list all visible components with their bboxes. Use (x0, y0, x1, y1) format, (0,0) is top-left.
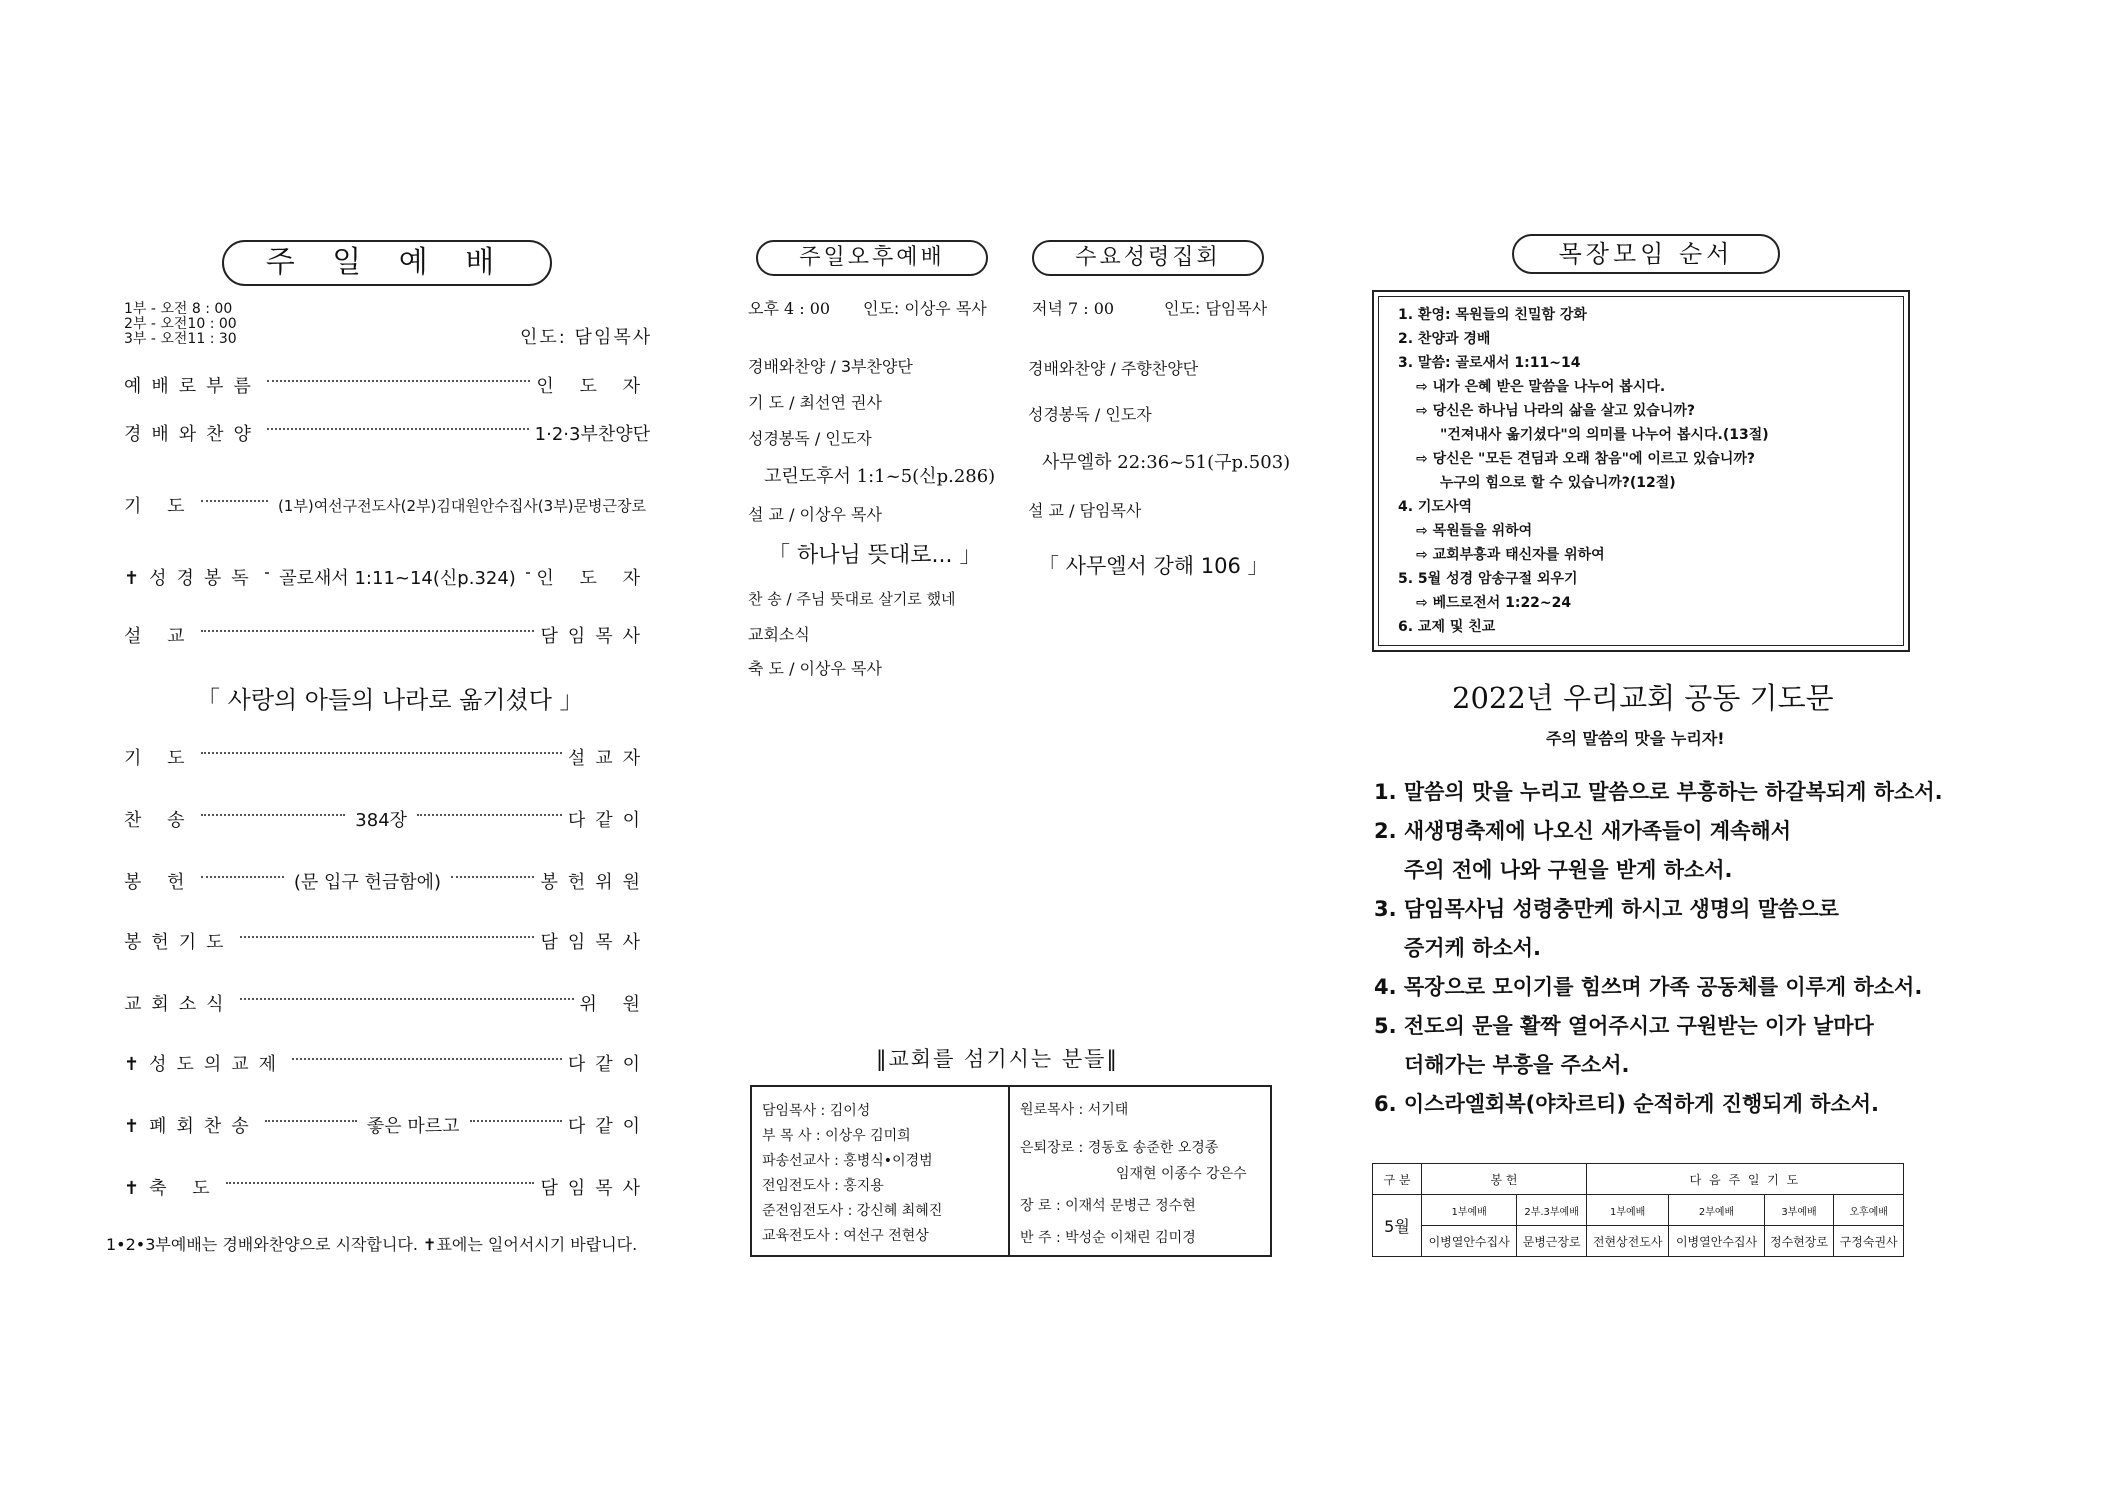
order-label: 기 도 (124, 496, 195, 517)
order-label: 봉 헌 (124, 872, 195, 893)
sermon-title: 「 사랑의 아들의 나라로 옮기셨다 」 (196, 686, 584, 714)
cell-meeting-line: 4. 기도사역 (1398, 499, 1473, 515)
prayer-line: 5. 전도의 문을 활짝 열어주시고 구원받는 이가 날마다 (1374, 1014, 1874, 1038)
order-responsible: 다같이 (567, 810, 651, 831)
cell-meeting-line: 6. 교제 및 친교 (1398, 619, 1496, 635)
order-label: ✝성도의교제 (124, 1054, 287, 1075)
afternoon-item: 교회소식 (748, 625, 810, 644)
staff-left-line: 담임목사 : 김이성 (762, 1103, 871, 1119)
staff-title: ‖교회를 섬기시는 분들‖ (876, 1047, 1119, 1071)
afternoon-service-title: 주일오후예배 (756, 240, 988, 276)
staff-right-line: 원로목사 : 서기태 (1020, 1102, 1129, 1118)
schedule-sub-header: 2부예배 (1669, 1195, 1764, 1226)
cell-meeting-line: 누구의 힘으로 할 수 있습니까?(12절) (1440, 475, 1676, 491)
staff-right-line: 장 로 : 이재석 문병근 정수현 (1020, 1198, 1196, 1214)
leader-dots (267, 428, 529, 430)
wednesday-service-title: 수요성령집회 (1032, 240, 1264, 276)
schedule-header-offering: 봉 헌 (1422, 1164, 1587, 1195)
order-row (124, 806, 650, 832)
schedule-sub-header: 오후예배 (1834, 1195, 1904, 1226)
order-responsible: 다같이 (567, 1054, 650, 1075)
order-responsible: 다같이 (567, 1116, 651, 1137)
cell-meeting-line: 3. 말씀: 골로새서 1:11~14 (1398, 355, 1581, 371)
leader-dots (526, 572, 531, 574)
leader-dots (240, 936, 535, 938)
schedule-sub-header: 2부.3부예배 (1517, 1195, 1587, 1226)
cell-meeting-line: "건져내사 옮기셨다"의 의미를 나누어 봅시다.(13절) (1440, 427, 1769, 443)
wednesday-sermon-title: 「 사무엘서 강해 106 」 (1038, 554, 1269, 578)
order-row (124, 622, 650, 648)
leader-dots (240, 998, 574, 1000)
order-label: ✝폐회찬송 (124, 1116, 259, 1137)
service-times (124, 302, 237, 347)
prayer-title: 2022년 우리교회 공동 기도문 (1452, 681, 1834, 715)
cell-meeting-line: 2. 찬양과 경배 (1398, 331, 1491, 347)
schedule-header-gubun: 구 분 (1373, 1164, 1422, 1195)
order-row (124, 744, 650, 770)
leader-dots (201, 630, 535, 632)
cell-meeting-line: ⇨ 베드로전서 1:22~24 (1416, 595, 1572, 611)
afternoon-scripture: 고린도후서 1:1~5(신p.286) (764, 466, 996, 487)
order-detail: (문 입구 헌금함에) (293, 872, 442, 893)
order-label: 찬 송 (124, 810, 195, 831)
cell-meeting-line: ⇨ 당신은 하나님 나라의 삶을 살고 있습니까? (1416, 403, 1696, 419)
cell-meeting-line: ⇨ 내가 은혜 받은 말씀을 나누어 봅시다. (1416, 379, 1666, 395)
time-1: 1부 - 오전 8 : 00 (124, 301, 233, 317)
wednesday-item: 설 교 / 담임목사 (1028, 501, 1142, 520)
order-responsible: 담임목사 (540, 932, 650, 953)
schedule-cell: 구정숙권사 (1834, 1226, 1904, 1257)
order-row (124, 564, 650, 590)
afternoon-item: 찬 송 / 주님 뜻대로 살기로 했네 (748, 590, 956, 608)
wednesday-item: 성경봉독 / 인도자 (1028, 405, 1152, 424)
order-responsible: 인 도 자 (536, 568, 650, 589)
prayer-line: 1. 말씀의 맛을 누리고 말씀으로 부흥하는 하갈복되게 하소서. (1374, 780, 1943, 804)
afternoon-item: 성경봉독 / 인도자 (748, 429, 872, 448)
staff-left-line: 전임전도사 : 홍지용 (762, 1178, 884, 1194)
leader-dots (417, 814, 562, 816)
prayer-subtitle: 주의 말씀의 맛을 누리자! (1546, 729, 1725, 748)
prayer-line: 증거케 하소서. (1404, 936, 1542, 960)
cell-meeting-title: 목장모임 순서 (1512, 234, 1780, 274)
staff-left-line: 파송선교사 : 홍병식•이경범 (762, 1153, 933, 1169)
order-responsible: 위 원 (579, 994, 650, 1015)
footnote: 1•2•3부예배는 경배와찬양으로 시작합니다. ✝표에는 일어서시기 바랍니다. (106, 1235, 638, 1254)
staff-box (750, 1085, 1272, 1257)
schedule-cell: 이병열안수집사 (1669, 1226, 1764, 1257)
prayer-line: 6. 이스라엘회복(야차르티) 순적하게 진행되게 하소서. (1374, 1092, 1880, 1116)
schedule-cell: 이병열안수집사 (1422, 1226, 1517, 1257)
cell-meeting-line: ⇨ 당신은 "모든 견딤과 오래 참음"에 이르고 있습니까? (1416, 451, 1756, 467)
order-responsible: 봉헌위원 (540, 872, 650, 893)
wednesday-scripture: 사무엘하 22:36~51(구p.503) (1042, 452, 1291, 473)
prayer-line: 주의 전에 나와 구원을 받게 하소서. (1404, 858, 1733, 882)
wednesday-item: 경배와찬양 / 주향찬양단 (1028, 359, 1199, 378)
order-label: 경배와찬양 (124, 424, 261, 445)
afternoon-time: 오후 4 : 00 (748, 299, 831, 318)
leader-dots (267, 380, 530, 382)
schedule-cell: 정수현장로 (1764, 1226, 1834, 1257)
order-row (124, 1174, 650, 1200)
cell-meeting-line: ⇨ 교회부흥과 태신자를 위하여 (1416, 547, 1605, 563)
leader-dots (201, 814, 346, 816)
order-row (124, 492, 650, 518)
schedule-month: 5월 (1373, 1195, 1422, 1257)
order-label: 봉헌기도 (124, 932, 234, 953)
leader-dots (265, 1120, 357, 1122)
schedule-cell: 전현상전도사 (1586, 1226, 1668, 1257)
cell-meeting-line: 1. 환영: 목원들의 친밀함 강화 (1398, 307, 1587, 323)
leader-dots (226, 1182, 535, 1184)
sunday-service-title: 주 일 예 배 (222, 240, 552, 286)
order-row (124, 990, 650, 1016)
order-label: 교회소식 (124, 994, 234, 1015)
order-label: 기 도 (124, 748, 195, 769)
staff-divider (1008, 1087, 1010, 1255)
leader-dots (470, 1120, 562, 1122)
order-row (124, 868, 650, 894)
staff-right-line: 반 주 : 박성순 이채린 김미경 (1020, 1230, 1196, 1246)
leader-dots (201, 876, 284, 878)
cell-meeting-box (1372, 290, 1910, 652)
time-2: 2부 - 오전10 : 00 (124, 316, 237, 332)
staff-left-line: 준전임전도사 : 강신혜 최혜진 (762, 1203, 943, 1219)
order-responsible: 담임목사 (540, 1178, 650, 1199)
schedule-cell: 문병근장로 (1517, 1226, 1587, 1257)
order-row (124, 1050, 650, 1076)
order-row (124, 420, 650, 446)
schedule-header-next-prayer: 다 음 주 일 기 도 (1586, 1164, 1903, 1195)
wednesday-time: 저녁 7 : 00 (1032, 299, 1115, 318)
order-label: ✝축 도 (124, 1178, 220, 1199)
prayer-line: 더해가는 부흥을 주소서. (1404, 1053, 1630, 1077)
order-detail: 384장 (355, 810, 408, 831)
afternoon-item: 경배와찬양 / 3부찬양단 (748, 357, 913, 376)
staff-left (762, 1099, 942, 1249)
wednesday-leader: 인도: 담임목사 (1164, 299, 1268, 318)
order-responsible: 인 도 자 (536, 376, 650, 397)
order-label: 설 교 (124, 626, 195, 647)
schedule-table (1372, 1163, 1904, 1257)
afternoon-item: 축 도 / 이상우 목사 (748, 659, 882, 678)
order-detail: 골로새서 1:11~14(신p.324) (279, 568, 516, 589)
order-row (124, 928, 650, 954)
staff-right-line: 은퇴장로 : 경동호 송준한 오경종 (1020, 1140, 1219, 1156)
schedule-sub-header: 1부예배 (1422, 1195, 1517, 1226)
service-leader: 인도: 담임목사 (520, 327, 653, 348)
staff-left-line: 교육전도사 : 여선구 전현상 (762, 1228, 929, 1244)
leader-dots (201, 752, 562, 754)
afternoon-leader: 인도: 이상우 목사 (863, 299, 987, 318)
order-row (124, 372, 650, 398)
order-responsible: 1·2·3부찬양단 (534, 424, 650, 445)
staff-right-line: 임재현 이종수 강은수 (1116, 1166, 1247, 1182)
schedule-sub-header: 1부예배 (1586, 1195, 1668, 1226)
leader-dots (265, 572, 270, 574)
leader-dots (292, 1058, 562, 1060)
staff-left-line: 부 목 사 : 이상우 김미희 (762, 1128, 911, 1144)
order-detail: 좋은 마르고 (366, 1116, 460, 1137)
time-3: 3부 - 오전11 : 30 (124, 331, 237, 347)
cell-meeting-line: 5. 5월 성경 암송구절 외우기 (1398, 571, 1578, 587)
afternoon-item: 기 도 / 최선연 권사 (748, 393, 882, 412)
cell-meeting-line: ⇨ 목원들을 위하여 (1416, 523, 1533, 539)
leader-dots (201, 500, 268, 502)
prayer-line: 2. 새생명축제에 나오신 새가족들이 계속해서 (1374, 819, 1791, 843)
leader-dots (451, 876, 534, 878)
order-label: 예배로부름 (124, 376, 261, 397)
order-row (124, 1112, 650, 1138)
order-detail: (1부)여선구전도사(2부)김대원안수집사(3부)문병근장로 (277, 496, 646, 515)
afternoon-item: 설 교 / 이상우 목사 (748, 505, 882, 524)
afternoon-sermon-title: 「 하나님 뜻대로... 」 (768, 543, 982, 568)
order-responsible: 담임목사 (540, 626, 650, 647)
schedule-sub-header: 3부예배 (1764, 1195, 1834, 1226)
order-label: ✝성경봉독 (124, 568, 259, 589)
prayer-line: 3. 담임목사님 성령충만케 하시고 생명의 말씀으로 (1374, 897, 1839, 921)
prayer-line: 4. 목장으로 모이기를 힘쓰며 가족 공동체를 이루게 하소서. (1374, 975, 1923, 999)
order-responsible: 설교자 (567, 748, 650, 769)
